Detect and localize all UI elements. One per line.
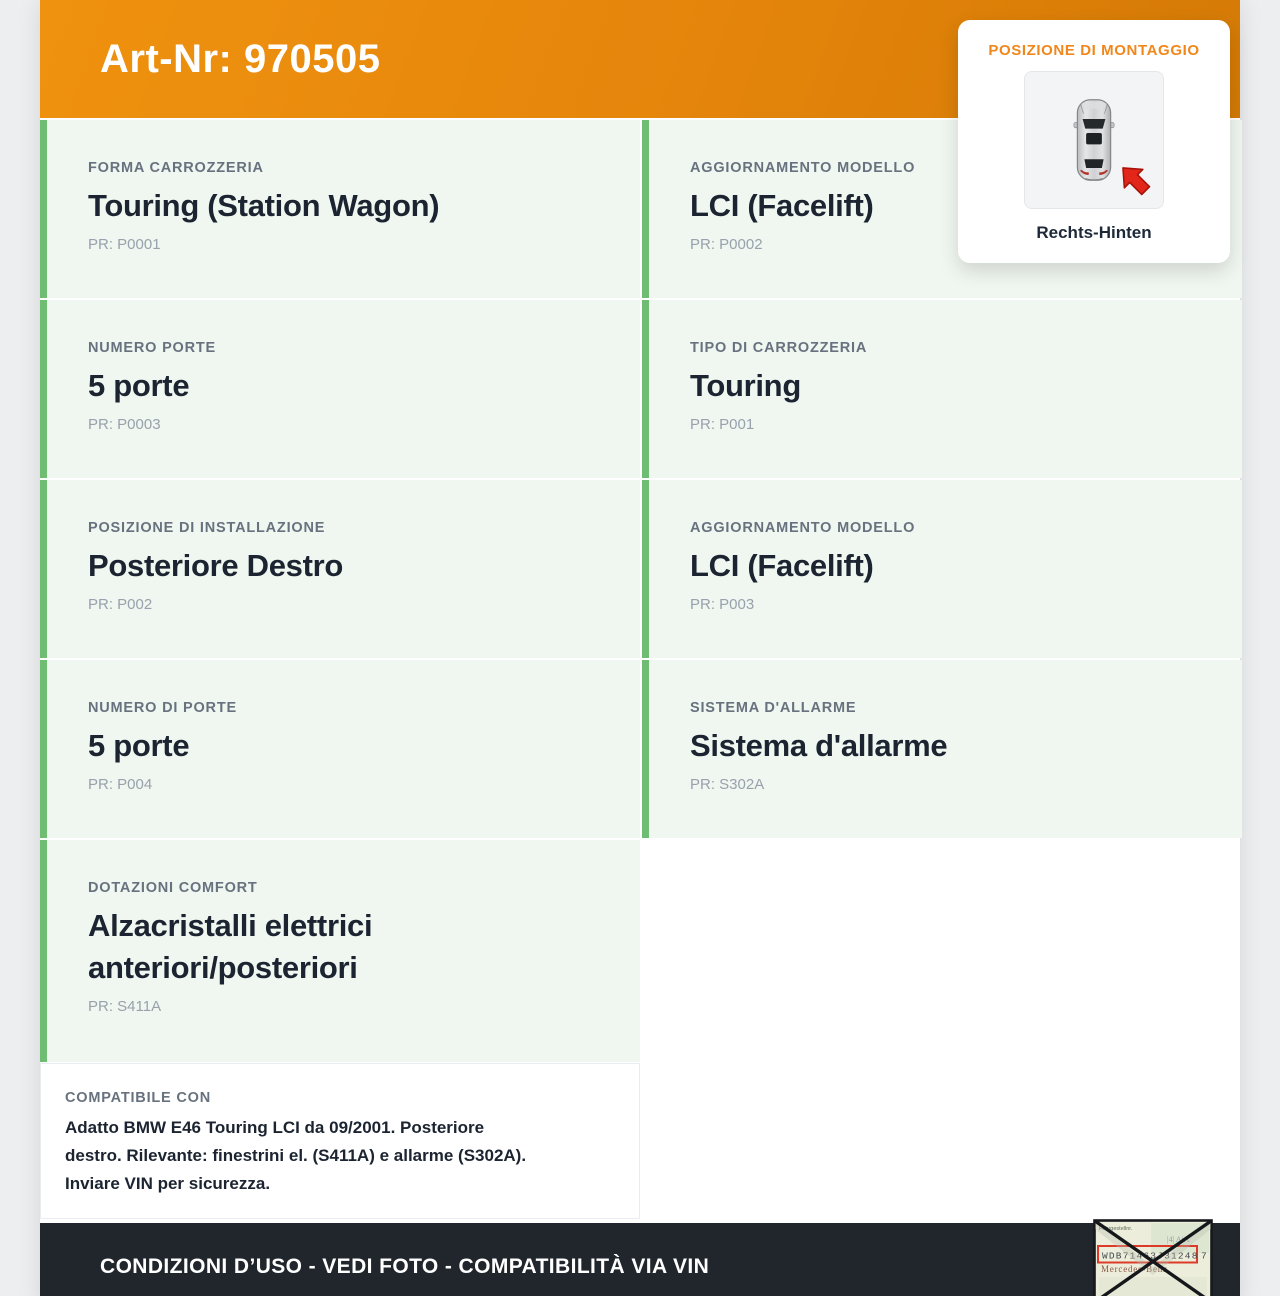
spec-value: Sistema d'allarme <box>690 728 948 763</box>
stamp-vin-suffix: 7 <box>1201 1250 1207 1262</box>
spec-value: 5 porte <box>88 368 190 403</box>
spec-value: Touring (Station Wagon) <box>88 188 440 223</box>
car-top-view-image <box>1071 98 1117 182</box>
mounting-position-card <box>958 20 1230 263</box>
spec-label: TIPO DI CARROZZERIA <box>690 340 868 356</box>
spec-pr-code: PR: P003 <box>690 595 755 613</box>
spec-value: LCI (Facelift) <box>690 188 874 223</box>
spec-label: AGGIORNAMENTO MODELLO <box>690 520 916 536</box>
spec-pr-code: PR: P004 <box>88 775 153 793</box>
compatibility-label: COMPATIBILE CON <box>65 1090 211 1106</box>
compatibility-card <box>40 1063 640 1219</box>
spec-pr-code: PR: P0003 <box>88 415 161 433</box>
spec-value: LCI (Facelift) <box>690 548 874 583</box>
stamp-corner-note: |4| AiA <box>1167 1235 1190 1244</box>
spec-label: AGGIORNAMENTO MODELLO <box>690 160 916 176</box>
spec-value: Alzacristalli elettrici anteriori/posteriori <box>88 908 373 985</box>
spec-label: NUMERO DI PORTE <box>88 700 237 716</box>
spec-tile-numero-porte <box>40 300 640 478</box>
footer-bar <box>40 1223 1240 1296</box>
spec-pr-code: PR: P001 <box>690 415 755 433</box>
compatibility-text-line: Inviare VIN per sicurezza. <box>65 1174 271 1193</box>
spec-label: POSIZIONE DI INSTALLAZIONE <box>88 520 326 536</box>
spec-label: DOTAZIONI COMFORT <box>88 880 258 896</box>
page-title: Art-Nr: 970505 <box>100 36 381 81</box>
spec-pr-code: PR: P002 <box>88 595 153 613</box>
spec-tile-posizione-installazione <box>40 480 640 658</box>
spec-label: SISTEMA D'ALLARME <box>690 700 857 716</box>
spec-pr-code: PR: S411A <box>88 997 162 1015</box>
page-container <box>40 0 1240 1296</box>
spec-tile-tipo-carrozzeria <box>642 300 1242 478</box>
spec-tile-dotazioni-comfort <box>40 840 640 1062</box>
footer-text: CONDIZIONI D’USO - VEDI FOTO - COMPATIBILITÀ VIA VIN <box>100 1254 710 1278</box>
spec-tile-aggiornamento-modello-2 <box>642 480 1242 658</box>
compatibility-text <box>65 1114 629 1198</box>
stamp-small-label: Fahrgestellnr. <box>1099 1226 1133 1232</box>
spec-tile-sistema-allarme <box>642 660 1242 838</box>
spec-value: Touring <box>690 368 801 403</box>
compatibility-text-line: Adatto BMW E46 Touring LCI da 09/2001. Posteriore <box>65 1118 485 1137</box>
spec-value: 5 porte <box>88 728 190 763</box>
car-image-frame <box>1024 71 1164 209</box>
mounting-position-title: POSIZIONE DI MONTAGGIO <box>988 42 1200 59</box>
spec-pr-code: PR: P0002 <box>690 235 763 253</box>
registration-stamp-image <box>1093 1219 1213 1296</box>
spec-pr-code: PR: S302A <box>690 775 765 793</box>
spec-tile-numero-di-porte <box>40 660 640 838</box>
stamp-brand-text: Mercedes-Benz <box>1101 1264 1168 1274</box>
stamp-vin-text: WDB71463J31248 <box>1102 1250 1199 1262</box>
spec-pr-code: PR: P0001 <box>88 235 161 253</box>
spec-label: NUMERO PORTE <box>88 340 217 356</box>
compatibility-text-line: destro. Rilevante: finestrini el. (S411A) e allarme (S302A). <box>65 1146 527 1165</box>
spec-value: Posteriore Destro <box>88 548 344 583</box>
spec-tile-forma-carrozzeria <box>40 120 640 298</box>
position-arrow-icon <box>1115 162 1155 198</box>
spec-label: FORMA CARROZZERIA <box>88 160 264 176</box>
mounting-position-label: Rechts-Hinten <box>1036 223 1152 242</box>
